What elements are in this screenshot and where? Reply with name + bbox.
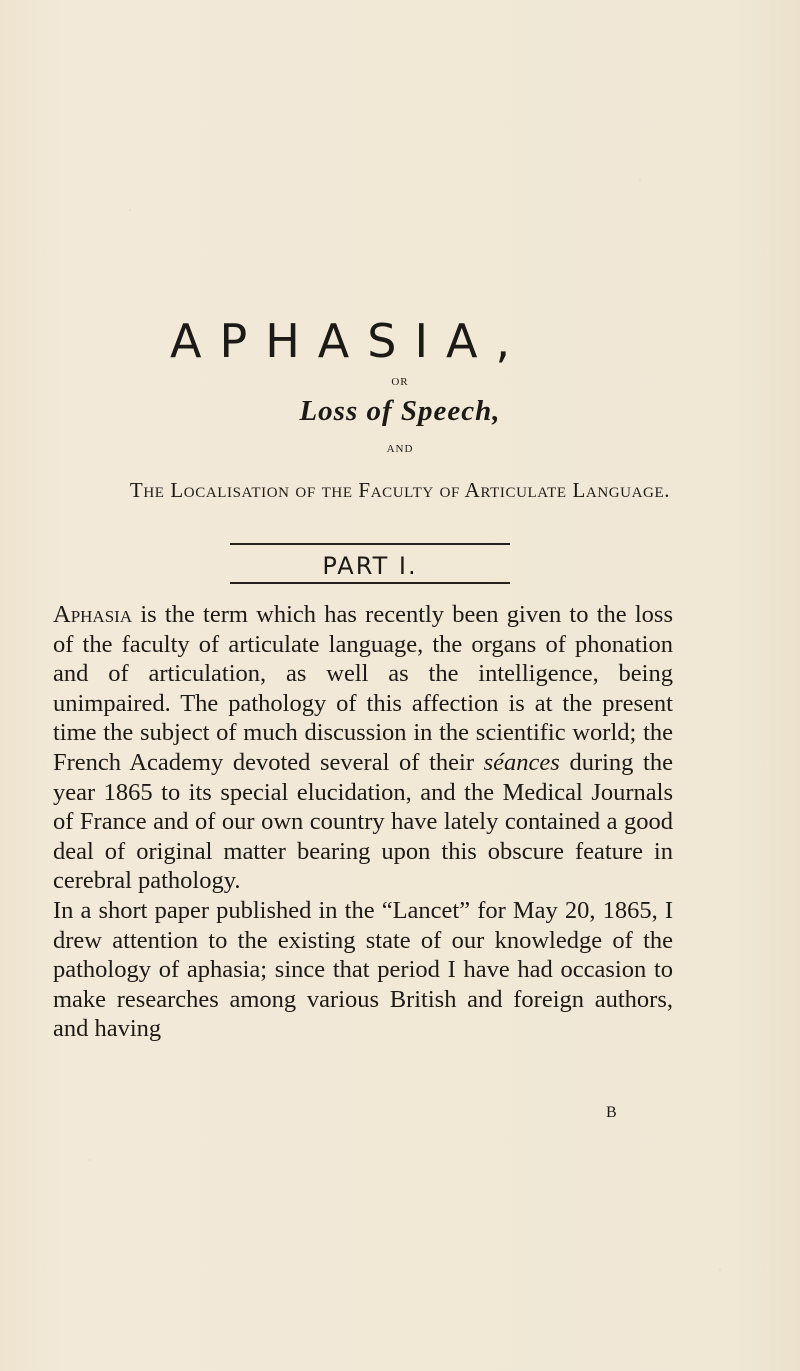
page-title: APHASIA, (170, 314, 529, 368)
blackletter-subtitle: Loss of Speech, (299, 395, 501, 427)
subtitle: The Localisation of the Faculty of Articulate Language. (129, 478, 671, 502)
body-text (53, 600, 673, 1044)
part-heading: PART I. (322, 552, 418, 580)
paragraph-1 (53, 600, 673, 896)
section-rule-top (230, 543, 510, 545)
title-or: OR (391, 376, 409, 388)
signature-mark: B (606, 1104, 617, 1121)
section-rule-bottom (230, 582, 510, 584)
paragraph-1-text-a: is the term which has recently been given to the loss of the faculty of articulate language, the organs of phonation and of articulation, as well as the intelligence, being unimpaired. The pathology of this affection is at the present time the subject of much discussion in the scientific world; the French Academy devoted several of their (53, 601, 673, 776)
paragraph-lead-word: Aphasia (53, 601, 133, 628)
title-and: AND (386, 443, 414, 455)
paragraph-2: In a short paper published in the “Lancet” for May 20, 1865, I drew attention to the existing state of our knowledge of the pathology of aphasia; since that period I have had occasion to make researches among various British and foreign authors, and having (53, 896, 673, 1043)
paragraph-1-italic-word: séances (483, 748, 560, 776)
paragraph-1-text-b: during the year 1865 to its special elucidation, and the Medical Journals of France and of our own country have lately contained a good deal of original matter bearing upon this obscure feature in cerebral pathology. (53, 748, 673, 895)
